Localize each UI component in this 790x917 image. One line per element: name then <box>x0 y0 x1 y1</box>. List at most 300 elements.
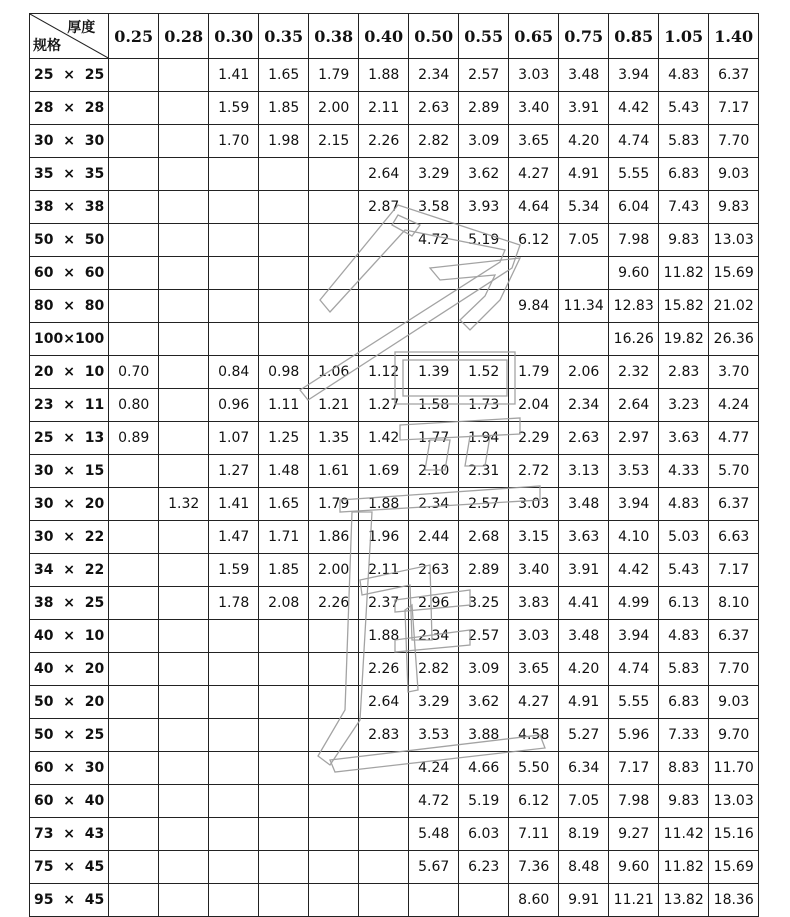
weight-cell: 6.37 <box>709 59 759 92</box>
weight-cell: 2.89 <box>459 554 509 587</box>
weight-cell <box>309 290 359 323</box>
weight-cell <box>109 191 159 224</box>
times-symbol: × <box>63 496 75 512</box>
weight-cell: 0.98 <box>259 356 309 389</box>
spec-width: 30 <box>34 496 54 512</box>
spec-height: 45 <box>84 859 105 875</box>
thickness-label: 厚度 <box>67 20 96 36</box>
weight-cell: 4.91 <box>559 686 609 719</box>
spec-height: 28 <box>84 100 105 116</box>
spec-height: 25 <box>84 595 105 611</box>
spec-cell <box>30 257 109 290</box>
weight-cell: 1.21 <box>309 389 359 422</box>
weight-cell: 3.09 <box>459 653 509 686</box>
weight-cell: 3.63 <box>559 521 609 554</box>
weight-cell <box>159 851 209 884</box>
weight-cell: 3.94 <box>609 488 659 521</box>
spec-dimensions <box>30 331 108 347</box>
weight-cell: 5.55 <box>609 158 659 191</box>
weight-cell: 2.44 <box>409 521 459 554</box>
weight-cell <box>209 620 259 653</box>
weight-cell <box>209 290 259 323</box>
weight-cell <box>109 290 159 323</box>
spec-width: 30 <box>34 529 54 545</box>
times-symbol: × <box>63 463 75 479</box>
weight-cell: 3.91 <box>559 554 609 587</box>
weight-cell: 13.03 <box>709 224 759 257</box>
weight-cell: 3.94 <box>609 59 659 92</box>
weight-cell: 1.85 <box>259 554 309 587</box>
weight-cell <box>359 884 409 917</box>
spec-dimensions <box>30 133 108 149</box>
spec-dimensions <box>30 760 108 776</box>
weight-cell <box>109 554 159 587</box>
table-row <box>30 59 759 92</box>
spec-cell <box>30 620 109 653</box>
weight-cell: 1.35 <box>309 422 359 455</box>
spec-height: 60 <box>84 265 105 281</box>
weight-cell: 6.03 <box>459 818 509 851</box>
spec-dimensions <box>30 430 108 446</box>
weight-cell <box>159 224 209 257</box>
weight-cell: 5.50 <box>509 752 559 785</box>
weight-cell <box>309 224 359 257</box>
weight-cell: 11.34 <box>559 290 609 323</box>
weight-cell <box>159 356 209 389</box>
table-row <box>30 224 759 257</box>
weight-cell: 3.53 <box>609 455 659 488</box>
weight-cell <box>309 191 359 224</box>
weight-cell: 4.91 <box>559 158 609 191</box>
times-symbol: × <box>63 298 75 314</box>
thickness-header-0.25: 0.25 <box>109 14 159 59</box>
spec-dimensions <box>30 793 108 809</box>
weight-cell: 1.86 <box>309 521 359 554</box>
spec-cell <box>30 356 109 389</box>
weight-cell <box>309 323 359 356</box>
weight-cell <box>359 323 409 356</box>
weight-cell: 3.53 <box>409 719 459 752</box>
weight-cell <box>309 818 359 851</box>
spec-width: 50 <box>34 232 54 248</box>
times-symbol: × <box>63 166 75 182</box>
times-symbol: × <box>63 67 75 83</box>
spec-height: 30 <box>84 133 105 149</box>
weight-cell: 4.20 <box>559 653 609 686</box>
weight-cell: 5.03 <box>659 521 709 554</box>
spec-height: 11 <box>84 397 105 413</box>
weight-cell: 2.00 <box>309 92 359 125</box>
spec-height: 20 <box>84 694 105 710</box>
thickness-header-0.35: 0.35 <box>259 14 309 59</box>
weight-cell <box>159 59 209 92</box>
spec-cell <box>30 785 109 818</box>
weight-cell <box>409 323 459 356</box>
weight-cell <box>309 620 359 653</box>
weight-cell <box>109 785 159 818</box>
weight-cell: 6.37 <box>709 488 759 521</box>
weight-cell: 3.29 <box>409 158 459 191</box>
spec-width: 35 <box>34 166 54 182</box>
weight-cell: 2.83 <box>359 719 409 752</box>
weight-cell: 3.23 <box>659 389 709 422</box>
weight-cell: 3.65 <box>509 125 559 158</box>
spec-width: 34 <box>34 562 54 578</box>
weight-cell <box>259 653 309 686</box>
weight-cell <box>309 884 359 917</box>
table-row <box>30 818 759 851</box>
spec-width: 40 <box>34 628 54 644</box>
weight-cell: 6.23 <box>459 851 509 884</box>
weight-cell <box>209 719 259 752</box>
weight-cell: 2.00 <box>309 554 359 587</box>
weight-cell: 3.62 <box>459 686 509 719</box>
spec-label: 规格 <box>33 38 61 54</box>
weight-cell: 1.98 <box>259 125 309 158</box>
weight-cell: 1.25 <box>259 422 309 455</box>
thickness-header-0.55: 0.55 <box>459 14 509 59</box>
weight-cell: 3.40 <box>509 554 559 587</box>
times-symbol: × <box>63 859 75 875</box>
weight-cell: 1.65 <box>259 59 309 92</box>
thickness-header-0.40: 0.40 <box>359 14 409 59</box>
weight-cell: 2.11 <box>359 554 409 587</box>
spec-width: 30 <box>34 133 54 149</box>
table-row <box>30 257 759 290</box>
weight-cell: 1.39 <box>409 356 459 389</box>
thickness-header-0.38: 0.38 <box>309 14 359 59</box>
weight-cell: 5.48 <box>409 818 459 851</box>
weight-cell: 2.04 <box>509 389 559 422</box>
weight-cell: 9.83 <box>659 224 709 257</box>
weight-cell <box>309 686 359 719</box>
spec-cell <box>30 488 109 521</box>
weight-cell: 1.88 <box>359 620 409 653</box>
weight-cell: 15.16 <box>709 818 759 851</box>
spec-cell <box>30 653 109 686</box>
weight-cell <box>509 323 559 356</box>
weight-cell <box>259 620 309 653</box>
weight-cell: 2.37 <box>359 587 409 620</box>
weight-cell <box>209 851 259 884</box>
weight-cell: 13.82 <box>659 884 709 917</box>
thickness-header-0.75: 0.75 <box>559 14 609 59</box>
weight-cell: 2.72 <box>509 455 559 488</box>
weight-cell: 11.82 <box>659 257 709 290</box>
weight-cell: 0.80 <box>109 389 159 422</box>
spec-height: 80 <box>84 298 105 314</box>
spec-height: 30 <box>84 760 105 776</box>
weight-table-sheet <box>29 13 759 917</box>
spec-height: 50 <box>84 232 105 248</box>
weight-cell: 11.21 <box>609 884 659 917</box>
times-symbol: × <box>63 529 75 545</box>
weight-cell <box>159 191 209 224</box>
times-symbol: × <box>63 265 75 281</box>
weight-cell: 1.69 <box>359 455 409 488</box>
weight-cell <box>109 851 159 884</box>
weight-cell: 6.34 <box>559 752 609 785</box>
weight-cell: 9.83 <box>709 191 759 224</box>
weight-cell: 9.91 <box>559 884 609 917</box>
weight-cell <box>109 488 159 521</box>
weight-cell: 15.69 <box>709 851 759 884</box>
spec-dimensions <box>30 166 108 182</box>
weight-cell: 9.03 <box>709 686 759 719</box>
times-symbol: × <box>63 100 75 116</box>
weight-cell <box>459 884 509 917</box>
spec-dimensions <box>30 595 108 611</box>
weight-cell: 2.96 <box>409 587 459 620</box>
weight-cell <box>259 851 309 884</box>
times-symbol: × <box>63 892 75 908</box>
weight-cell: 1.41 <box>209 488 259 521</box>
spec-width: 38 <box>34 199 54 215</box>
times-symbol: × <box>63 661 75 677</box>
weight-cell <box>159 785 209 818</box>
table-row <box>30 356 759 389</box>
thickness-header-0.85: 0.85 <box>609 14 659 59</box>
spec-cell <box>30 224 109 257</box>
weight-cell: 4.83 <box>659 488 709 521</box>
weight-cell <box>159 455 209 488</box>
weight-cell: 3.94 <box>609 620 659 653</box>
weight-cell: 2.57 <box>459 488 509 521</box>
weight-cell: 6.63 <box>709 521 759 554</box>
weight-cell <box>159 521 209 554</box>
spec-cell <box>30 92 109 125</box>
weight-cell: 6.04 <box>609 191 659 224</box>
spec-cell <box>30 884 109 917</box>
weight-cell: 1.88 <box>359 488 409 521</box>
spec-dimensions <box>30 859 108 875</box>
weight-cell: 2.31 <box>459 455 509 488</box>
spec-height: 10 <box>84 628 105 644</box>
weight-cell <box>309 785 359 818</box>
weight-cell <box>109 620 159 653</box>
table-row <box>30 587 759 620</box>
weight-cell <box>409 257 459 290</box>
weight-cell: 1.79 <box>309 59 359 92</box>
weight-cell: 4.64 <box>509 191 559 224</box>
weight-cell: 4.77 <box>709 422 759 455</box>
weight-cell: 3.15 <box>509 521 559 554</box>
weight-cell: 7.11 <box>509 818 559 851</box>
spec-width: 50 <box>34 694 54 710</box>
weight-cell: 0.70 <box>109 356 159 389</box>
weight-cell <box>159 818 209 851</box>
weight-cell <box>259 785 309 818</box>
times-symbol: × <box>63 826 75 842</box>
spec-height: 43 <box>84 826 105 842</box>
header-row <box>30 14 759 59</box>
weight-cell: 3.91 <box>559 92 609 125</box>
weight-cell <box>159 653 209 686</box>
table-row <box>30 752 759 785</box>
table-row <box>30 521 759 554</box>
weight-cell <box>159 125 209 158</box>
weight-cell: 1.07 <box>209 422 259 455</box>
weight-cell: 1.11 <box>259 389 309 422</box>
times-symbol: × <box>63 760 75 776</box>
table-row <box>30 125 759 158</box>
weight-cell: 3.03 <box>509 620 559 653</box>
weight-cell: 3.03 <box>509 488 559 521</box>
weight-cell <box>259 884 309 917</box>
weight-cell: 2.63 <box>409 554 459 587</box>
times-symbol: × <box>63 628 75 644</box>
weight-cell: 3.29 <box>409 686 459 719</box>
weight-cell: 9.03 <box>709 158 759 191</box>
weight-cell: 4.41 <box>559 587 609 620</box>
spec-cell <box>30 851 109 884</box>
weight-cell: 3.65 <box>509 653 559 686</box>
spec-height: 22 <box>84 529 105 545</box>
weight-cell: 1.12 <box>359 356 409 389</box>
table-row <box>30 719 759 752</box>
spec-cell <box>30 191 109 224</box>
weight-cell: 5.96 <box>609 719 659 752</box>
spec-cell <box>30 752 109 785</box>
weight-cell: 3.48 <box>559 59 609 92</box>
weight-cell: 3.48 <box>559 620 609 653</box>
thickness-header-0.50: 0.50 <box>409 14 459 59</box>
weight-cell: 2.34 <box>409 59 459 92</box>
weight-cell: 2.68 <box>459 521 509 554</box>
weight-cell <box>459 257 509 290</box>
spec-height: 22 <box>84 562 105 578</box>
weight-cell: 9.60 <box>609 257 659 290</box>
weight-cell <box>259 686 309 719</box>
weight-cell: 5.70 <box>709 455 759 488</box>
spec-width: 23 <box>34 397 54 413</box>
weight-cell: 4.99 <box>609 587 659 620</box>
weight-cell: 11.70 <box>709 752 759 785</box>
weight-cell: 2.63 <box>409 92 459 125</box>
weight-cell: 4.58 <box>509 719 559 752</box>
table-row <box>30 92 759 125</box>
spec-width: 60 <box>34 265 54 281</box>
weight-cell <box>259 257 309 290</box>
weight-cell: 8.10 <box>709 587 759 620</box>
spec-dimensions <box>30 694 108 710</box>
weight-cell <box>109 92 159 125</box>
weight-cell: 4.42 <box>609 92 659 125</box>
weight-cell: 1.59 <box>209 92 259 125</box>
weight-cell: 4.83 <box>659 59 709 92</box>
times-symbol: × <box>63 694 75 710</box>
table-row <box>30 488 759 521</box>
spec-cell <box>30 719 109 752</box>
weight-cell <box>159 92 209 125</box>
weight-cell: 5.27 <box>559 719 609 752</box>
thickness-header-0.65: 0.65 <box>509 14 559 59</box>
times-symbol: × <box>63 793 75 809</box>
weight-cell: 19.82 <box>659 323 709 356</box>
times-symbol: × <box>63 232 75 248</box>
weight-cell <box>159 752 209 785</box>
weight-cell <box>259 752 309 785</box>
spec-cell <box>30 323 109 356</box>
times-symbol: × <box>63 199 75 215</box>
weight-cell: 2.64 <box>359 158 409 191</box>
weight-cell <box>359 851 409 884</box>
weight-cell: 0.96 <box>209 389 259 422</box>
weight-cell <box>209 653 259 686</box>
spec-width: 95 <box>34 892 54 908</box>
weight-cell <box>309 158 359 191</box>
weight-cell <box>159 422 209 455</box>
weight-cell: 1.32 <box>159 488 209 521</box>
weight-cell <box>109 653 159 686</box>
weight-cell: 3.83 <box>509 587 559 620</box>
weight-cell: 3.03 <box>509 59 559 92</box>
weight-cell: 9.84 <box>509 290 559 323</box>
times-symbol: × <box>63 727 75 743</box>
weight-cell: 13.03 <box>709 785 759 818</box>
weight-cell: 4.66 <box>459 752 509 785</box>
weight-cell: 1.47 <box>209 521 259 554</box>
weight-cell: 7.17 <box>609 752 659 785</box>
weight-cell <box>159 686 209 719</box>
weight-cell: 4.33 <box>659 455 709 488</box>
weight-cell: 1.78 <box>209 587 259 620</box>
weight-cell: 2.34 <box>559 389 609 422</box>
weight-cell <box>459 323 509 356</box>
times-symbol: × <box>63 595 75 611</box>
table-row <box>30 653 759 686</box>
weight-cell: 3.25 <box>459 587 509 620</box>
weight-cell <box>359 785 409 818</box>
spec-width: 28 <box>34 100 54 116</box>
spec-width: 30 <box>34 463 54 479</box>
spec-dimensions <box>30 67 108 83</box>
weight-cell: 1.41 <box>209 59 259 92</box>
spec-height: 35 <box>84 166 105 182</box>
weight-cell <box>109 884 159 917</box>
spec-width: 25 <box>34 430 54 446</box>
weight-cell: 7.98 <box>609 224 659 257</box>
weight-cell: 7.43 <box>659 191 709 224</box>
weight-cell: 3.63 <box>659 422 709 455</box>
weight-cell <box>209 158 259 191</box>
weight-cell: 6.12 <box>509 785 559 818</box>
weight-cell <box>109 752 159 785</box>
weight-cell: 16.26 <box>609 323 659 356</box>
table-row <box>30 323 759 356</box>
weight-cell: 7.70 <box>709 653 759 686</box>
weight-cell: 15.82 <box>659 290 709 323</box>
weight-cell: 2.64 <box>609 389 659 422</box>
weight-cell: 9.27 <box>609 818 659 851</box>
weight-cell: 1.42 <box>359 422 409 455</box>
weight-cell <box>159 554 209 587</box>
spec-width: 25 <box>34 67 54 83</box>
weight-cell <box>359 818 409 851</box>
spec-height: 10 <box>84 364 105 380</box>
weight-cell <box>109 455 159 488</box>
weight-cell: 4.74 <box>609 653 659 686</box>
weight-cell: 2.57 <box>459 620 509 653</box>
weight-cell: 7.17 <box>709 92 759 125</box>
spec-dimensions <box>30 529 108 545</box>
weight-cell <box>209 752 259 785</box>
weight-cell: 2.26 <box>309 587 359 620</box>
weight-cell <box>109 224 159 257</box>
spec-dimensions <box>30 562 108 578</box>
weight-cell <box>509 257 559 290</box>
weight-cell: 4.72 <box>409 224 459 257</box>
